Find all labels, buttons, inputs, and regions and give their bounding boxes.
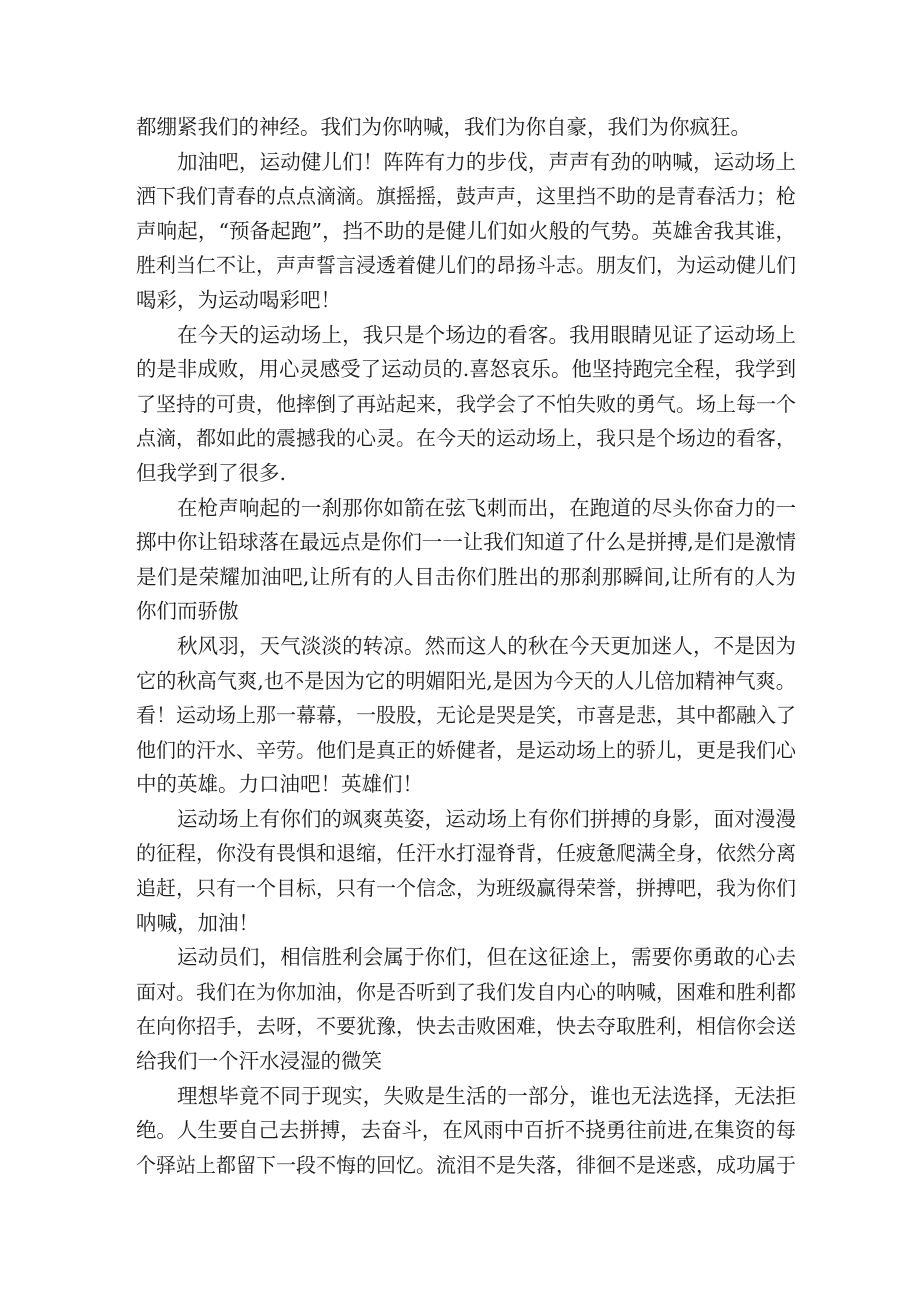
text-line: 了坚持的可贵，他摔倒了再站起来，我学会了不怕失败的勇气。场上每一个 bbox=[136, 391, 796, 416]
text-line: 你们而骄傲 bbox=[136, 599, 239, 624]
paragraph bbox=[136, 318, 796, 491]
text-line: 点滴，都如此的震撼我的心灵。在今天的运动场上，我只是个场边的看客， bbox=[136, 426, 796, 451]
text-line: 洒下我们青春的点点滴滴。旗摇摇，鼓声声，这里挡不助的是青春活力；枪 bbox=[136, 184, 796, 209]
text-line: 他们的汗水、辛劳。他们是真正的娇健者，是运动场上的骄儿，更是我们心 bbox=[136, 737, 796, 762]
text-line: 在今天的运动场上，我只是个场边的看客。我用眼睛见证了运动场上 bbox=[177, 322, 796, 347]
text-line: 绝。人生要自己去拼搏，去奋斗，在风雨中百折不挠勇往前进,在集资的每 bbox=[136, 1118, 796, 1143]
document-page bbox=[136, 110, 796, 1182]
text-line: 的是非成败，用心灵感受了运动员的.喜怒哀乐。他坚持跑完全程，我学到 bbox=[136, 357, 796, 382]
paragraph bbox=[136, 940, 796, 1078]
text-line: 呐喊，加油！ bbox=[136, 910, 259, 935]
text-line: 声响起，“预备起跑”，挡不助的是健儿们如火般的气势。英雄舍我其谁， bbox=[136, 218, 796, 243]
text-line: 喝彩，为运动喝彩吧！ bbox=[136, 287, 341, 312]
text-line: 在向你招手，去呀，不要犹豫，快去击败困难，快去夺取胜利，相信你会送 bbox=[136, 1014, 796, 1039]
paragraph bbox=[136, 1079, 796, 1183]
text-line: 运动员们，相信胜利会属于你们，但在这征途上，需要你勇敢的心去 bbox=[177, 945, 796, 970]
text-line: 给我们一个汗水浸湿的微笑 bbox=[136, 1049, 382, 1074]
text-line: 胜利当仁不让，声声誓言浸透着健儿们的昂扬斗志。朋友们，为运动健儿们 bbox=[136, 253, 796, 278]
text-line: 看！运动场上那一幕幕，一股股，无论是哭是笑，市喜是悲，其中都融入了 bbox=[136, 703, 796, 728]
text-line: 的征程，你没有畏惧和退缩，任汗水打湿脊背，任疲惫爬满全身，依然分离 bbox=[136, 841, 796, 866]
text-line: 它的秋高气爽,也不是因为它的明媚阳光,是因为今天的人儿倍加精神气爽。 bbox=[136, 668, 796, 693]
text-line: 中的英雄。力口油吧！英雄们！ bbox=[136, 772, 423, 797]
text-line: 是们是荣耀加油吧,让所有的人目击你们胜出的那刹那瞬间,让所有的人为 bbox=[136, 564, 796, 589]
text-line: 加油吧，运动健儿们！阵阵有力的步伐，声声有劲的呐喊，运动场上 bbox=[177, 149, 796, 174]
text-line: 面对。我们在为你加油，你是否听到了我们发自内心的呐喊，困难和胜利都 bbox=[136, 979, 796, 1004]
paragraph bbox=[136, 145, 796, 318]
text-line: 都绷紧我们的神经。我们为你呐喊，我们为你自豪，我们为你疯狂。 bbox=[136, 115, 751, 139]
text-line: 个驿站上都留下一段不悔的回忆。流泪不是失落，徘徊不是迷惑，成功属于 bbox=[136, 1152, 796, 1177]
text-line: 但我学到了很多. bbox=[136, 460, 287, 485]
paragraph bbox=[136, 802, 796, 940]
text-line: 秋风羽，天气淡淡的转凉。然而这人的秋在今天更加迷人，不是因为 bbox=[177, 633, 796, 658]
text-line: 在枪声响起的一刹那你如箭在弦飞刺而出，在跑道的尽头你奋力的一 bbox=[177, 495, 796, 520]
paragraph bbox=[136, 491, 796, 629]
text-line: 追赶，只有一个目标，只有一个信念，为班级赢得荣誉，拼搏吧，我为你们 bbox=[136, 876, 796, 901]
text-line: 运动场上有你们的飒爽英姿，运动场上有你们拼搏的身影，面对漫漫 bbox=[177, 806, 796, 831]
text-line: 理想毕竟不同于现实，失败是生活的一部分，谁也无法选择，无法拒 bbox=[177, 1083, 796, 1108]
paragraph bbox=[136, 629, 796, 802]
paragraph bbox=[136, 110, 796, 145]
text-line: 掷中你让铅球落在最远点是你们一一让我们知道了什么是拼搏,是们是激情 bbox=[136, 530, 796, 555]
